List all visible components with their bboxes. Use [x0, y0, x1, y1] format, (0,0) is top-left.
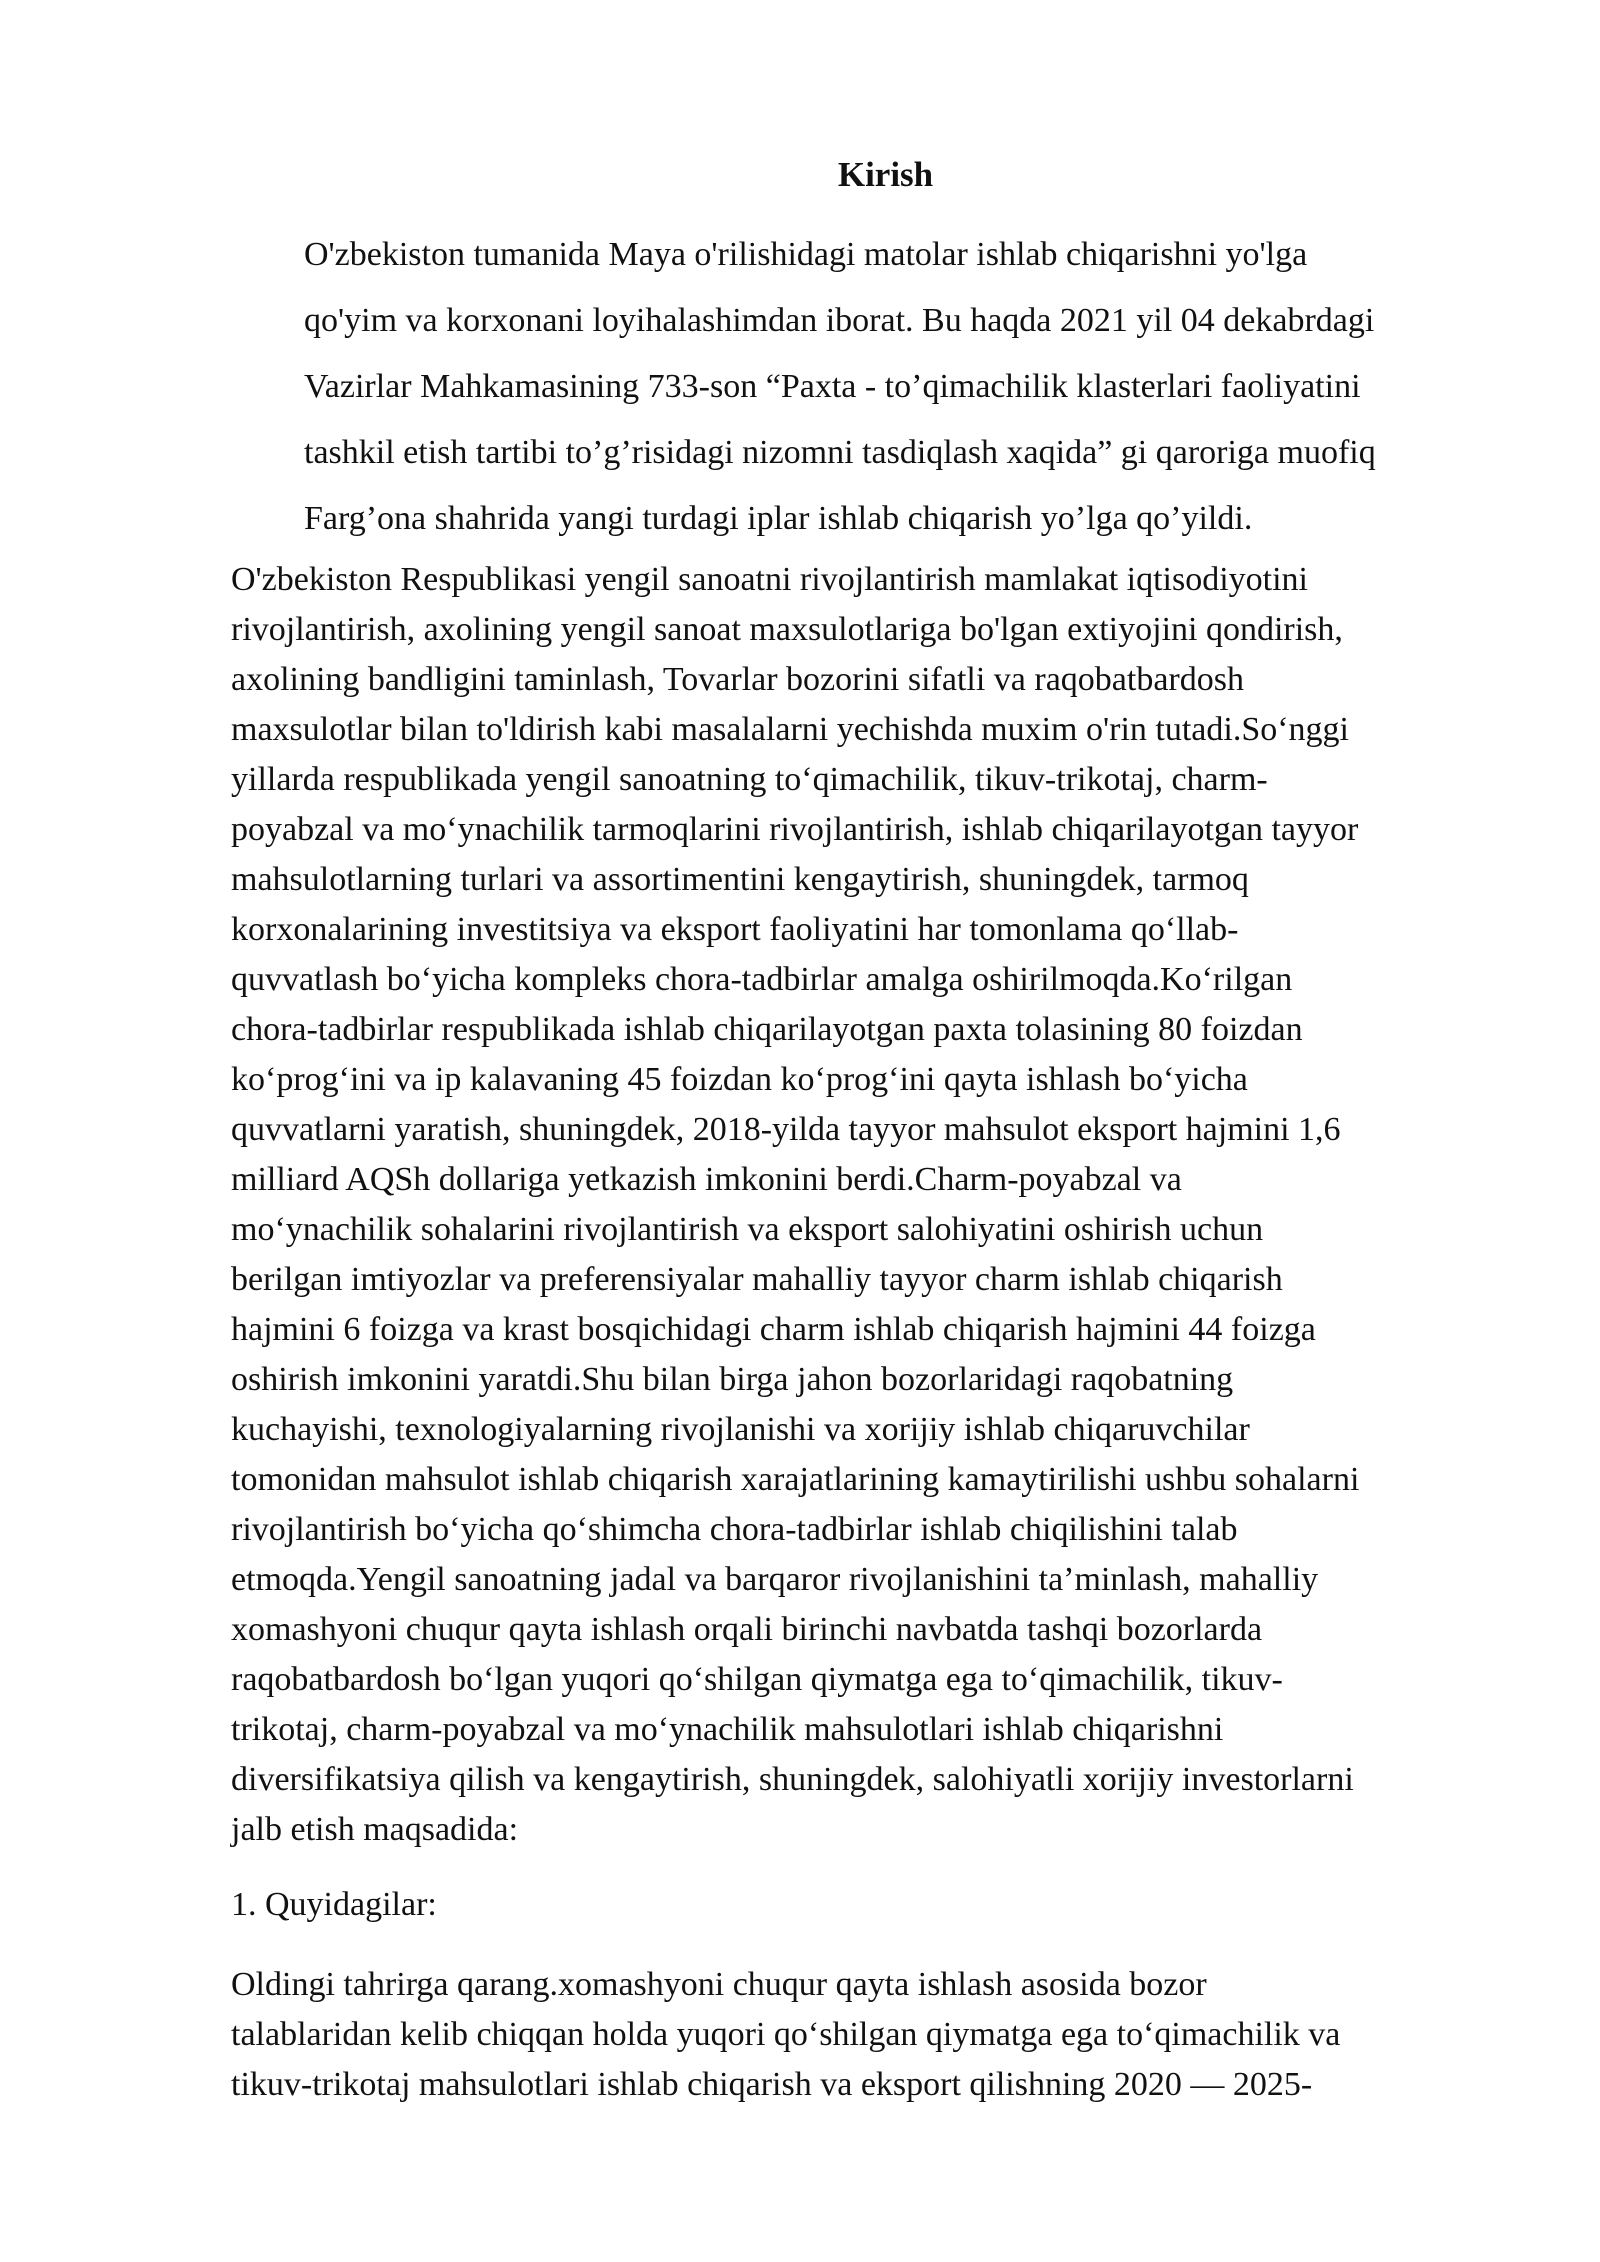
body-line: yillarda respublikada yengil sanoatning to‘qimachilik, tikuv-trikotaj, charm-	[231, 761, 1268, 798]
tail-line: talablaridan kelib chiqqan holda yuqori qo‘shilgan qiymatga ega to‘qimachilik va	[231, 2016, 1341, 2053]
body-line: quvvatlarni yaratish, shuningdek, 2018-yilda tayyor mahsulot eksport hajmini 1,6	[231, 1111, 1341, 1148]
list-item: 1. Quyidagilar:	[231, 1886, 437, 1923]
intro-line: Farg’ona shahrida yangi turdagi iplar ishlab chiqarish yo’lga qo’yildi.	[304, 500, 1253, 537]
body-line: raqobatbardosh bo‘lgan yuqori qo‘shilgan qiymatga ega to‘qimachilik, tikuv-	[231, 1661, 1283, 1698]
body-line: kuchayishi, texnologiyalarning rivojlanishi va xorijiy ishlab chiqaruvchilar	[231, 1411, 1250, 1448]
tail-paragraph	[231, 1960, 1501, 2110]
body-line: oshirish imkonini yaratdi.Shu bilan birga jahon bozorlaridagi raqobatning	[231, 1361, 1234, 1398]
body-line: mahsulotlarning turlari va assortimentini kengaytirish, shuningdek, tarmoq	[231, 861, 1249, 898]
body-line: rivojlantirish, axolining yengil sanoat maxsulotlariga bo'lgan extiyojini qondirish,	[231, 611, 1343, 648]
body-line: xomashyoni chuqur qayta ishlash orqali birinchi navbatda tashqi bozorlarda	[231, 1611, 1263, 1648]
body-line: etmoqda.Yengil sanoatning jadal va barqaror rivojlanishini ta’minlash, mahalliy	[231, 1561, 1319, 1598]
intro-line: Vazirlar Mahkamasining 733-son “Paxta - to’qimachilik klasterlari faoliyatini	[304, 368, 1361, 405]
body-line: rivojlantirish bo‘yicha qo‘shimcha chora-tadbirlar ishlab chiqilishini talab	[231, 1511, 1238, 1548]
body-line: tomonidan mahsulot ishlab chiqarish xarajatlarining kamaytirilishi ushbu sohalarni	[231, 1461, 1360, 1498]
body-line: korxonalarining investitsiya va eksport faoliyatini har tomonlama qo‘llab-	[231, 911, 1239, 948]
body-line: poyabzal va mo‘ynachilik tarmoqlarini rivojlantirish, ishlab chiqarilayotgan tayyor	[231, 811, 1359, 848]
body-paragraph	[231, 555, 1501, 1855]
intro-line: tashkil etish tartibi to’g’risidagi nizomni tasdiqlash xaqida” gi qaroriga muofiq	[304, 434, 1376, 471]
body-line: diversifikatsiya qilish va kengaytirish, shuningdek, salohiyatli xorijiy investorlarni	[231, 1761, 1354, 1798]
body-line: maxsulotlar bilan to'ldirish kabi masalalarni yechishda muxim o'rin tutadi.So‘nggi	[231, 711, 1349, 748]
body-line: hajmini 6 foizga va krast bosqichidagi charm ishlab chiqarish hajmini 44 foizga	[231, 1311, 1316, 1348]
intro-paragraph	[231, 222, 1501, 552]
body-line: ko‘prog‘ini va ip kalavaning 45 foizdan ko‘prog‘ini qayta ishlash bo‘yicha	[231, 1061, 1248, 1098]
tail-line: tikuv-trikotaj mahsulotlari ishlab chiqarish va eksport qilishning 2020 — 2025-	[231, 2066, 1313, 2103]
body-line: chora-tadbirlar respublikada ishlab chiqarilayotgan paxta tolasining 80 foizdan	[231, 1011, 1303, 1048]
body-line: quvvatlash bo‘yicha kompleks chora-tadbirlar amalga oshirilmoqda.Ko‘rilgan	[231, 961, 1293, 998]
body-line: axolining bandligini taminlash, Tovarlar bozorini sifatli va raqobatbardosh	[231, 661, 1244, 698]
body-line: mo‘ynachilik sohalarini rivojlantirish va eksport salohiyatini oshirish uchun	[231, 1211, 1264, 1248]
body-line: milliard AQSh dollariga yetkazish imkonini berdi.Charm-poyabzal va	[231, 1161, 1182, 1198]
body-line: O'zbekiston Respublikasi yengil sanoatni rivojlantirish mamlakat iqtisodiyotini	[231, 561, 1308, 598]
intro-line: qo'yim va korxonani loyihalashimdan iborat. Bu haqda 2021 yil 04 dekabrdagi	[304, 302, 1375, 339]
body-line: jalb etish maqsadida:	[231, 1811, 519, 1848]
body-line: berilgan imtiyozlar va preferensiyalar mahalliy tayyor charm ishlab chiqarish	[231, 1261, 1283, 1298]
tail-line: Oldingi tahrirga qarang.xomashyoni chuqur qayta ishlash asosida bozor	[231, 1966, 1207, 2003]
document-title: Kirish	[837, 155, 934, 194]
intro-line: O'zbekiston tumanida Maya o'rilishidagi matolar ishlab chiqarishni yo'lga	[304, 236, 1308, 273]
body-line: trikotaj, charm-poyabzal va mo‘ynachilik mahsulotlari ishlab chiqarishni	[231, 1711, 1224, 1748]
